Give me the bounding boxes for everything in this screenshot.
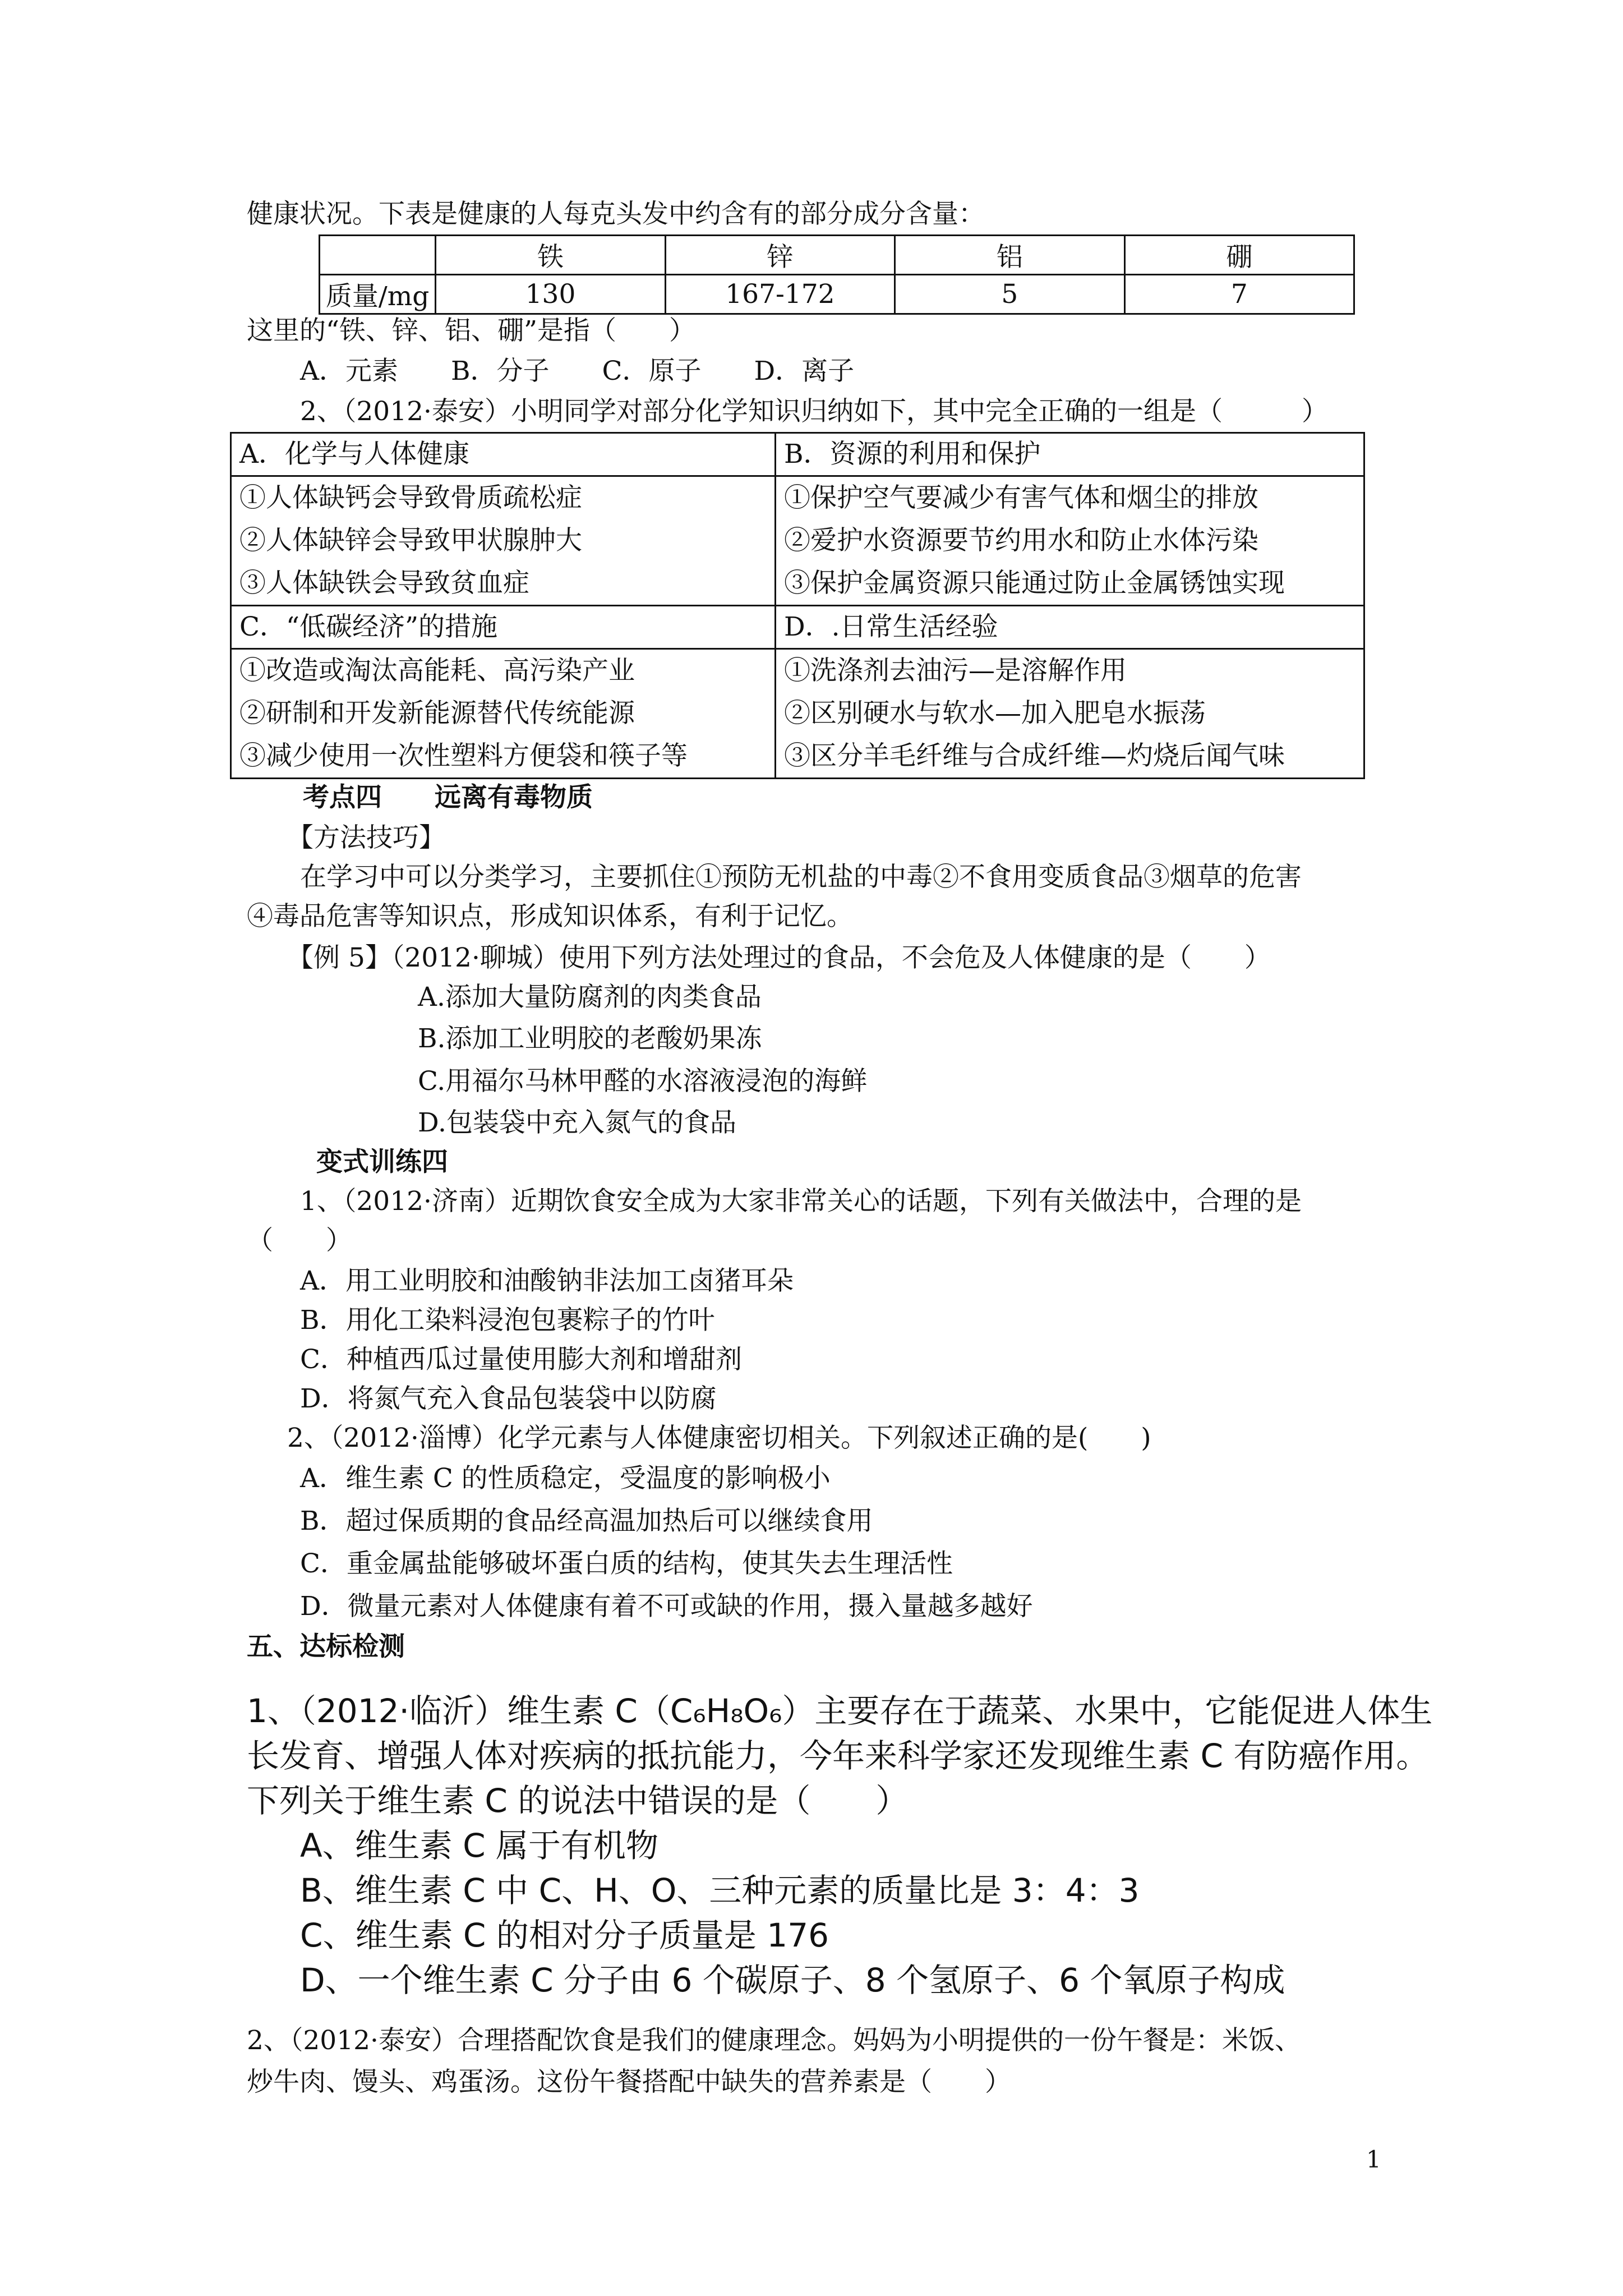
- list-item: ③保护金属资源只能通过防止金属锈蚀实现: [784, 568, 1285, 599]
- option: A、维生素 C 属于有机物: [300, 1826, 659, 1865]
- option: B．用化工染料浸泡包裹粽子的竹叶: [300, 1305, 715, 1336]
- cell-title: A．化学与人体健康: [239, 439, 469, 470]
- option: B.添加工业明胶的老酸奶果冻: [418, 1023, 762, 1054]
- list-item: ③减少使用一次性塑料方便袋和筷子等: [239, 740, 688, 771]
- table-cell: [231, 606, 776, 649]
- question-text: 这里的“铁、锌、铝、硼”是指（ ）: [247, 315, 696, 346]
- section-heading: 考点四 远离有毒物质: [303, 782, 593, 813]
- question-text: 炒牛肉、馒头、鸡蛋汤。这份午餐搭配中缺失的营养素是（ ）: [247, 2067, 1011, 2097]
- table-cell: [231, 649, 776, 779]
- list-item: ①洗涤剂去油污—是溶解作用: [784, 655, 1127, 686]
- section-heading: 变式训练四: [316, 1147, 448, 1177]
- option: C．重金属盐能够破坏蛋白质的结构，使其失去生理活性: [300, 1548, 953, 1579]
- option: D．微量元素对人体健康有着不可或缺的作用，摄入量越多越好: [300, 1591, 1033, 1622]
- option: B．超过保质期的食品经高温加热后可以继续食用: [300, 1506, 873, 1536]
- table-cell: 铁: [436, 236, 665, 275]
- paragraph-line: ④毒品危害等知识点，形成知识体系，有利于记忆。: [247, 901, 853, 932]
- table-cell: 质量/mg: [320, 275, 436, 314]
- example-question: 【例 5】（2012·聊城）使用下列方法处理过的食品，不会危及人体健康的是（ ）: [287, 942, 1271, 973]
- question-line: 下列关于维生素 C 的说法中错误的是（ ）: [247, 1782, 909, 1820]
- table-cell: 167-172: [665, 275, 895, 314]
- list-item: ②区别硬水与软水—加入肥皂水振荡: [784, 698, 1206, 729]
- section-heading: 五、达标检测: [247, 1631, 405, 1662]
- option: A．维生素 C 的性质稳定，受温度的影响极小: [300, 1463, 831, 1494]
- table-cell: [231, 476, 776, 606]
- option: D、一个维生素 C 分子由 6 个碳原子、8 个氢原子、6 个氧原子构成: [300, 1961, 1285, 1999]
- list-item: ②研制和开发新能源替代传统能源: [239, 698, 635, 729]
- list-item: ③区分羊毛纤维与合成纤维—灼烧后闻气味: [784, 740, 1285, 771]
- table-cell: 7: [1124, 275, 1354, 314]
- option: C.用福尔马林甲醛的水溶液浸泡的海鲜: [418, 1066, 868, 1097]
- list-item: ①改造或淘汰高能耗、高污染产业: [239, 655, 635, 686]
- table-cell: 锌: [665, 236, 895, 275]
- table-cell: 硼: [1124, 236, 1354, 275]
- question-options: A．元素 B．分子 C．原子 D．离子: [300, 356, 855, 386]
- table-cell: [776, 476, 1364, 606]
- question-text: （ ）: [247, 1225, 352, 1256]
- list-item: ①人体缺钙会导致骨质疏松症: [239, 482, 582, 513]
- list-item: ①保护空气要减少有害气体和烟尘的排放: [784, 482, 1258, 513]
- table-cell: 130: [436, 275, 665, 314]
- option: C．种植西瓜过量使用膨大剂和增甜剂: [300, 1344, 742, 1375]
- cell-title: C．“低碳经济”的措施: [239, 611, 498, 642]
- intro-text: 健康状况。下表是健康的人每克头发中约含有的部分成分含量：: [247, 199, 985, 229]
- paragraph-line: 在学习中可以分类学习，主要抓住①预防无机盐的中毒②不食用变质食品③烟草的危害: [300, 862, 1302, 892]
- table-row: [231, 476, 1364, 606]
- option: D.包装袋中充入氮气的食品: [418, 1107, 736, 1138]
- question-text: 2、（2012·泰安）小明同学对部分化学知识归纳如下，其中完全正确的一组是（ ）: [300, 396, 1328, 427]
- table-row: [231, 649, 1364, 779]
- knowledge-summary-table: [230, 432, 1365, 779]
- option: A.添加大量防腐剂的肉类食品: [418, 982, 762, 1013]
- question-text: 2、（2012·泰安）合理搭配饮食是我们的健康理念。妈妈为小明提供的一份午餐是：米饭、: [247, 2025, 1301, 2056]
- option: B、维生素 C 中 C、H、O、三种元素的质量比是 3：4：3: [300, 1871, 1140, 1910]
- table-cell: 铝: [895, 236, 1124, 275]
- page-number: 1: [1366, 2146, 1381, 2173]
- list-item: ③人体缺铁会导致贫血症: [239, 568, 529, 599]
- hair-composition-table: [319, 234, 1355, 315]
- option: C、维生素 C 的相对分子质量是 176: [300, 1916, 829, 1954]
- table-cell: [776, 433, 1364, 476]
- list-item: ②爱护水资源要节约用水和防止水体污染: [784, 525, 1258, 556]
- list-item: ②人体缺锌会导致甲状腺肿大: [239, 525, 582, 556]
- table-cell: [776, 606, 1364, 649]
- subheading: 【方法技巧】: [287, 822, 445, 853]
- table-row: [320, 236, 1354, 275]
- question-line: 1、（2012·临沂）维生素 C（C₆H₈O₆）主要存在于蔬菜、水果中，它能促进人体生: [247, 1692, 1433, 1730]
- cell-title: D．.日常生活经验: [784, 611, 998, 642]
- table-cell: [776, 649, 1364, 779]
- question-line: 长发育、增强人体对疾病的抵抗能力，今年来科学家还发现维生素 C 有防癌作用。: [247, 1737, 1429, 1775]
- table-row: [231, 606, 1364, 649]
- cell-title: B．资源的利用和保护: [784, 439, 1041, 470]
- question-text: 1、（2012·济南）近期饮食安全成为大家非常关心的话题，下列有关做法中，合理的是: [300, 1186, 1302, 1217]
- question-text: 2、（2012·淄博）化学元素与人体健康密切相关。下列叙述正确的是( ): [287, 1423, 1151, 1453]
- table-cell: [231, 433, 776, 476]
- table-row: [231, 433, 1364, 476]
- option: D．将氮气充入食品包装袋中以防腐: [300, 1383, 717, 1414]
- table-row: [320, 275, 1354, 314]
- table-cell: [320, 236, 436, 275]
- table-cell: 5: [895, 275, 1124, 314]
- option: A．用工业明胶和油酸钠非法加工卤猪耳朵: [300, 1266, 794, 1296]
